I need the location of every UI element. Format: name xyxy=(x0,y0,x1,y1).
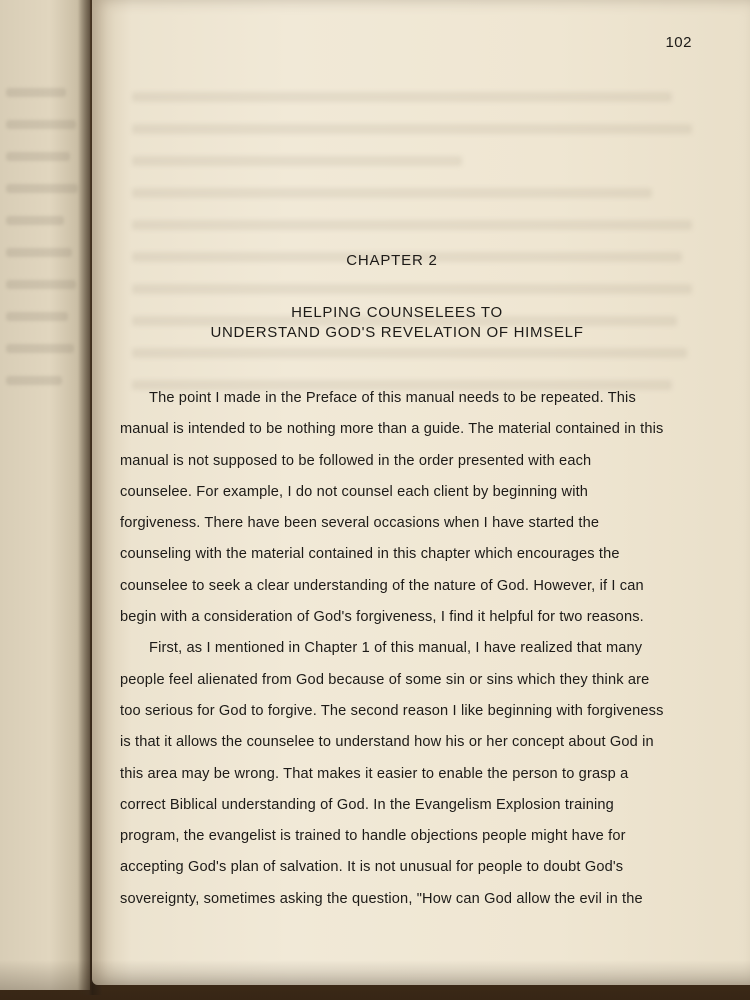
show-through-line xyxy=(132,92,672,102)
show-through-line xyxy=(6,88,66,97)
show-through-line xyxy=(6,248,72,257)
show-through-line xyxy=(132,348,687,358)
show-through-line xyxy=(6,280,76,289)
paragraph-line: accepting God's plan of salvation. It is not unusual for people to doubt God's xyxy=(120,859,624,876)
paragraph-line: forgiveness. There have been several occasions when I have started the xyxy=(120,515,600,532)
show-through-line xyxy=(6,344,74,353)
paragraph-line: The point I made in the Preface of this manual needs to be repeated. This xyxy=(149,390,636,406)
paragraph-line: manual is not supposed to be followed in the order presented with each xyxy=(120,452,592,469)
show-through-line xyxy=(6,216,64,225)
paragraph-line: First, as I mentioned in Chapter 1 of this manual, I have realized that many xyxy=(149,640,643,657)
chapter-title-line: UNDERSTAND GOD'S REVELATION OF HIMSELF xyxy=(210,324,584,341)
show-through-line xyxy=(6,184,78,193)
show-through-line xyxy=(132,124,692,134)
chapter-title-line: HELPING COUNSELEES TO xyxy=(291,304,503,321)
paragraph-line: counselee to seek a clear understanding of the nature of God. However, if I can xyxy=(120,577,644,594)
show-through-line xyxy=(6,152,70,161)
paragraph-line: correct Biblical understanding of God. In the Evangelism Explosion training xyxy=(120,796,614,813)
paragraph-line: counselee. For example, I do not counsel each client by beginning with xyxy=(120,483,589,500)
paragraph-line: begin with a consideration of God's forgiveness, I find it helpful for two reasons. xyxy=(120,609,644,626)
paragraph-line: counseling with the material contained in this chapter which encourages the xyxy=(120,546,620,563)
paragraph-line: manual is intended to be nothing more than a guide. The material contained in this xyxy=(120,421,664,438)
show-through-line xyxy=(132,220,692,230)
left-page xyxy=(0,0,90,990)
paragraph-line: program, the evangelist is trained to handle objections people might have for xyxy=(120,828,626,845)
show-through-line xyxy=(132,188,652,198)
show-through-line xyxy=(132,156,462,166)
paragraph-line: is that it allows the counselee to understand how his or her concept about God in xyxy=(120,734,654,751)
chapter-title xyxy=(92,303,702,343)
show-through-line xyxy=(132,284,692,294)
right-page xyxy=(92,0,750,985)
paragraph-line: sovereignty, sometimes asking the question, "How can God allow the evil in the xyxy=(120,890,643,907)
paragraph-line: too serious for God to forgive. The second reason I like beginning with forgiveness xyxy=(120,702,664,719)
paragraph-line: this area may be wrong. That makes it easier to enable the person to grasp a xyxy=(120,765,629,782)
body-text xyxy=(120,388,720,920)
show-through-line xyxy=(6,312,68,321)
show-through-line xyxy=(6,120,76,129)
show-through-line xyxy=(6,376,62,385)
chapter-label: CHAPTER 2 xyxy=(346,252,438,269)
page-number: 102 xyxy=(665,34,692,51)
paragraph-line: people feel alienated from God because of some sin or sins which they think are xyxy=(120,671,650,688)
